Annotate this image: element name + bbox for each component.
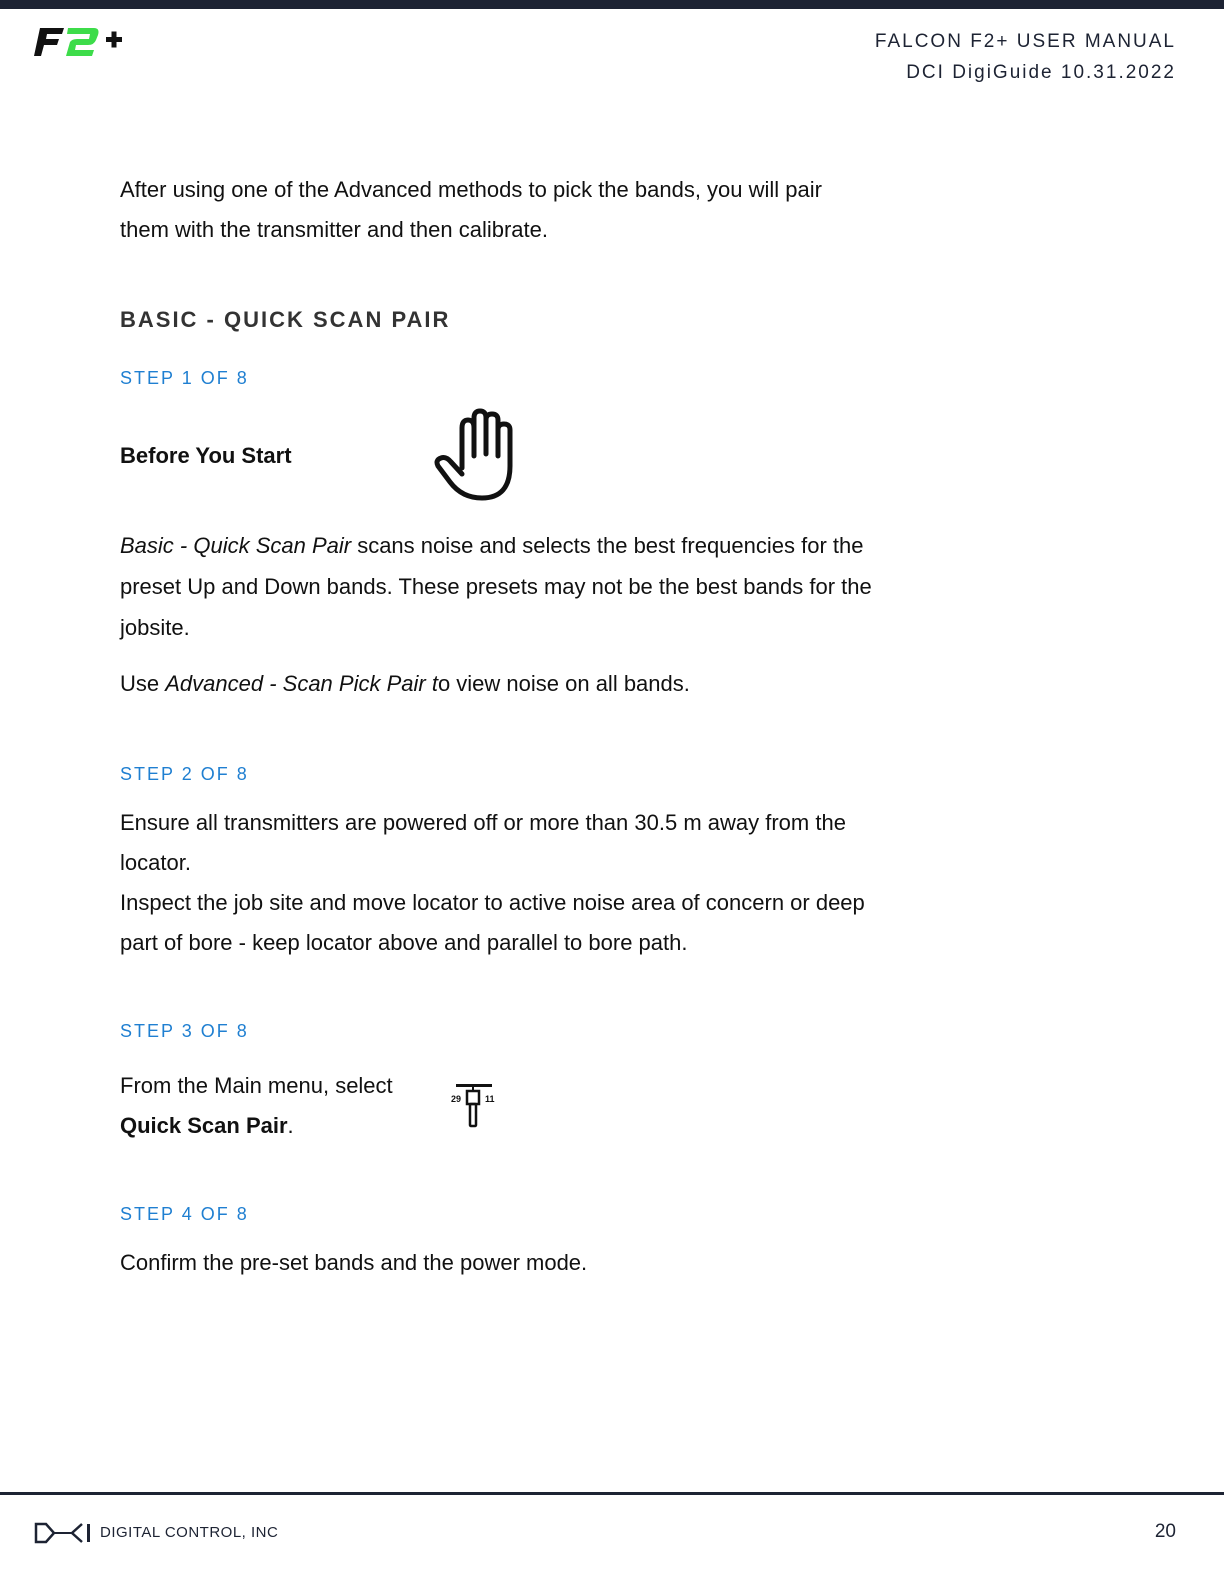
step-1-p1-line-2: preset Up and Down bands. These presets may not be the best bands for the [120, 574, 872, 599]
f2-plus-logo [34, 24, 126, 60]
scan-pick-pair-term: Advanced - Scan Pick Pair t [165, 671, 438, 696]
step-1-heading: Before You Start [120, 443, 292, 468]
step-2-line-3: Inspect the job site and move locator to active noise area of concern or deep [120, 890, 865, 915]
quick-scan-pair-term: Basic - Quick Scan Pair [120, 533, 352, 558]
scan-icon-right-number: 11 [485, 1094, 495, 1104]
bottom-rule [0, 1492, 1224, 1495]
manual-title: FALCON F2+ USER MANUAL [874, 31, 1176, 52]
step-3-line-1: From the Main menu, select [120, 1073, 393, 1098]
quick-scan-pair-icon [448, 1080, 504, 1136]
scan-icon-left-number: 29 [451, 1094, 462, 1104]
intro-line-2: them with the transmitter and then calibrate. [120, 217, 548, 242]
step-2-paragraph [120, 803, 920, 963]
company-name: DIGITAL CONTROL, INC [100, 1524, 279, 1541]
step-2-line-2: locator. [120, 850, 191, 875]
step-4-label: STEP 4 OF 8 [120, 1204, 249, 1224]
step-1-p2-prefix: Use [120, 671, 166, 696]
intro-paragraph [120, 170, 920, 250]
step-3-period: . [287, 1113, 294, 1138]
step-3-paragraph [120, 1066, 440, 1146]
document-header [875, 26, 1176, 88]
manual-version: DCI DigiGuide 10.31.2022 [906, 62, 1176, 83]
step-4-line-1: Confirm the pre-set bands and the power mode. [120, 1250, 588, 1275]
step-3-label: STEP 3 OF 8 [120, 1021, 249, 1041]
page-number: 20 [1154, 1521, 1176, 1542]
dci-logo [34, 1522, 92, 1544]
step-1-label: STEP 1 OF 8 [120, 368, 249, 388]
step-4-paragraph [120, 1243, 920, 1283]
step-2-line-1: Ensure all transmitters are powered off or more than 30.5 m away from the [120, 810, 846, 835]
intro-line-1: After using one of the Advanced methods to pick the bands, you will pair [120, 177, 822, 202]
stop-hand-icon [432, 408, 520, 504]
step-1-paragraph-2 [120, 664, 920, 704]
step-1-p1-rest: scans noise and selects the best frequencies for the [351, 533, 864, 558]
step-1-p1-line-3: jobsite. [120, 615, 190, 640]
step-2-line-4: part of bore - keep locator above and parallel to bore path. [120, 930, 688, 955]
top-rule [0, 0, 1224, 9]
step-2-label: STEP 2 OF 8 [120, 764, 249, 784]
step-1-paragraph-1 [120, 525, 920, 648]
quick-scan-pair-menu-item: Quick Scan Pair [120, 1113, 288, 1138]
step-1-p2-rest: o view noise on all bands. [437, 671, 690, 696]
section-title: BASIC - QUICK SCAN PAIR [120, 307, 451, 332]
